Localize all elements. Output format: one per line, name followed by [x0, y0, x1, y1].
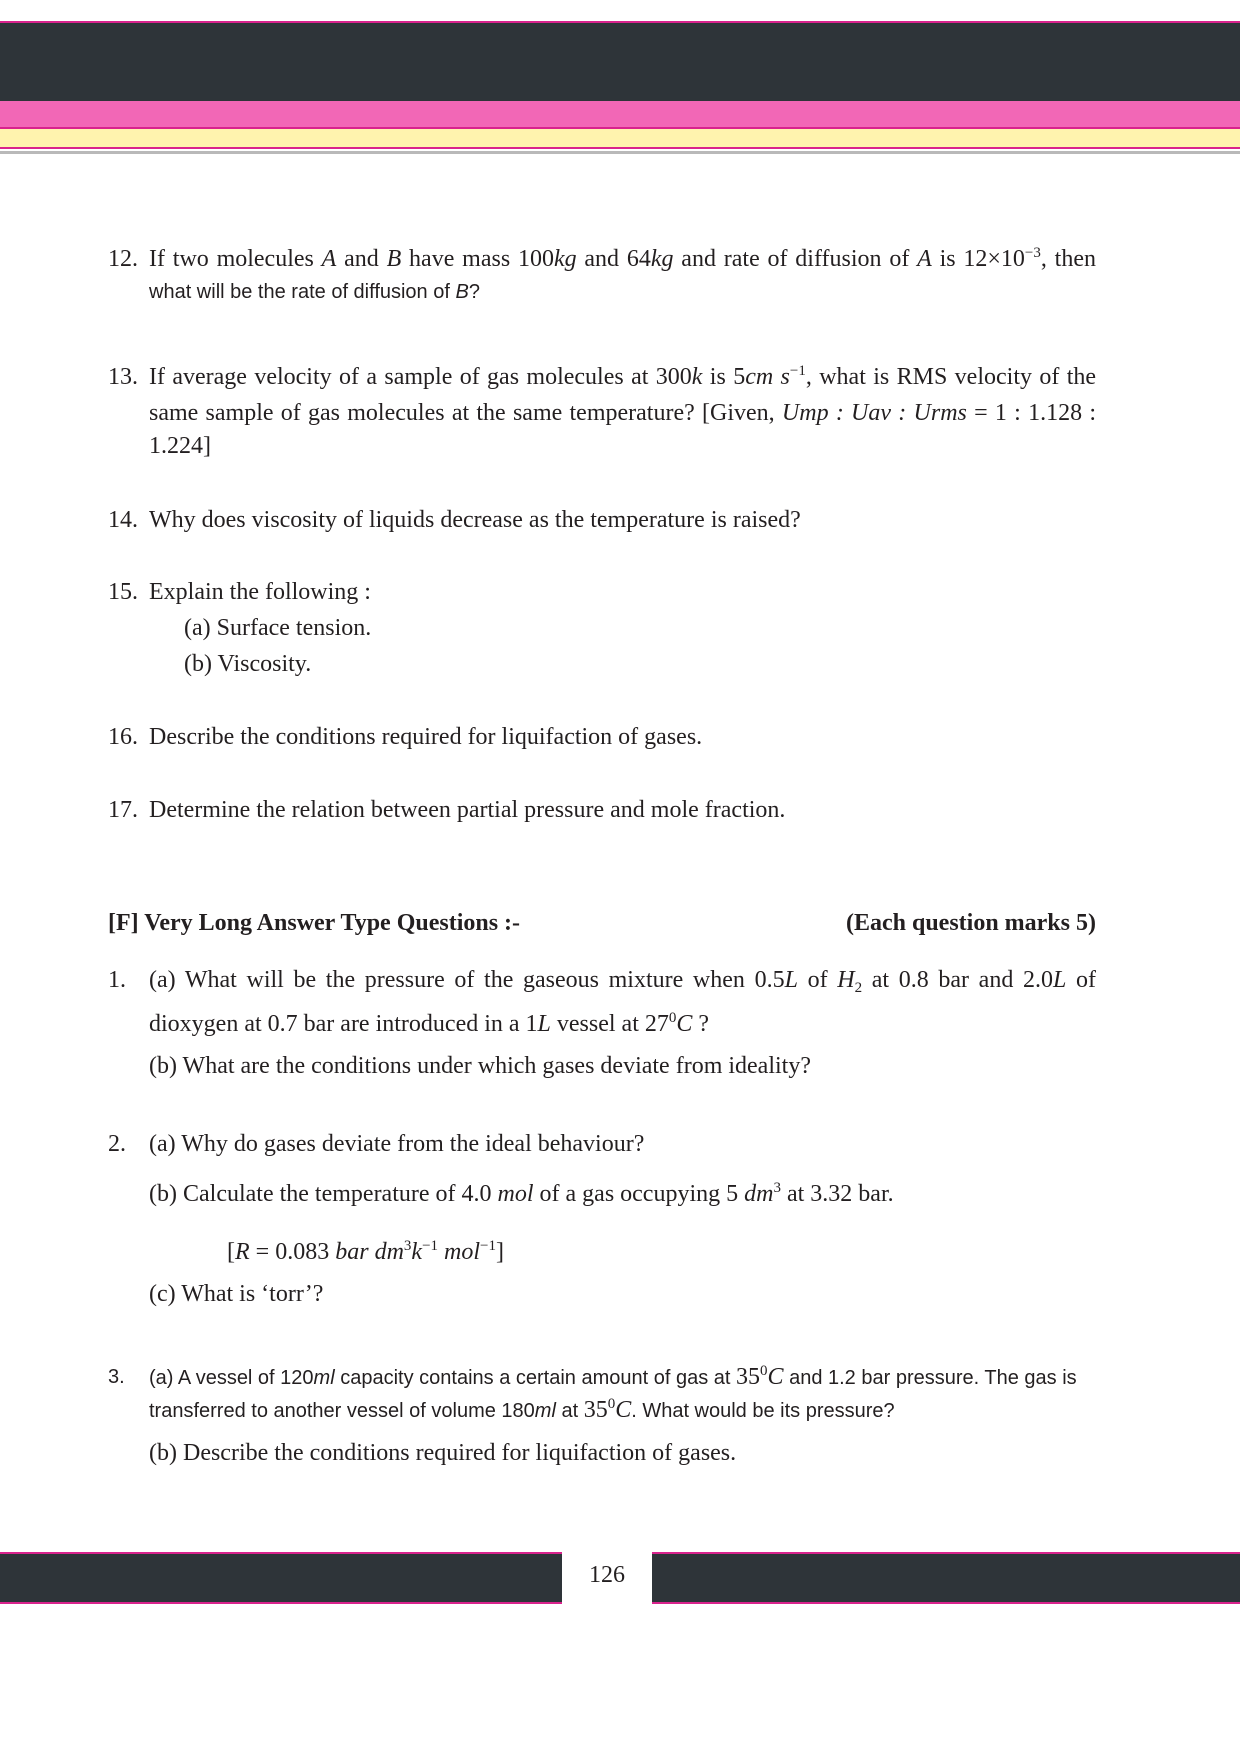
sub-question-c: (c) What is ‘torr’?: [149, 1281, 324, 1307]
header-yellow-band: [0, 129, 1240, 149]
question-number: 1.: [108, 967, 126, 993]
question-text-continued: what will be the rate of diffusion of B?: [149, 281, 480, 303]
question-number: 3.: [108, 1366, 125, 1388]
header-dark-band: [0, 21, 1240, 101]
long-question-3: [108, 1361, 1096, 1471]
gas-constant-formula: [R = 0.083 bar $dm^3k^{-1}$ mol$^{-1}$]: [227, 1238, 504, 1265]
sub-question-b: (b) What are the conditions under which gases deviate from ideality?: [149, 1053, 811, 1079]
question-15: [108, 574, 1096, 682]
question-17: [108, 792, 1096, 828]
sub-question-a-continued: transferred to another vessel of volume 180ml at $35^0C$. What would be its pressure?: [149, 1396, 895, 1423]
question-14: [108, 502, 1096, 538]
question-text: Describe the conditions required for liquifaction of gases.: [149, 724, 703, 750]
question-number: 15.: [108, 579, 138, 605]
question-text-line2: same sample of gas molecules at the same temperature? [Given, Ump : Uav : Urms = 1 : 1.128 :: [149, 400, 1096, 426]
section-title: [F] Very Long Answer Type Questions :-: [108, 910, 521, 936]
question-12: [108, 241, 1096, 307]
sub-question-a: (a) What will be the pressure of the gaseous mixture when 0.5L of $H_2$ at 0.8 bar and 2.0L of: [149, 967, 1096, 996]
question-number: 16.: [108, 724, 138, 750]
header-pink-band: [0, 101, 1240, 129]
sub-question-a: (a) A vessel of 120ml capacity contains a certain amount of gas at $35^0C$ and 1.2 bar pressure. The gas is: [149, 1363, 1077, 1390]
header-rule: [0, 151, 1240, 154]
long-question-2: [108, 1126, 1096, 1312]
question-13: [108, 359, 1096, 461]
sub-question-b: (b) Describe the conditions required for liquifaction of gases.: [149, 1440, 737, 1466]
question-number: 2.: [108, 1131, 126, 1157]
long-question-1: [108, 958, 1096, 1086]
question-text: Explain the following :: [149, 579, 371, 605]
question-text: If average velocity of a sample of gas molecules at 300k is 5cm $s^{-1}$, what is RMS velocity of the: [149, 363, 1097, 390]
section-marks: (Each question marks 5): [845, 910, 1096, 936]
question-text-line3: 1.224]: [149, 433, 211, 459]
sub-question-a: (a) Why do gases deviate from the ideal behaviour?: [149, 1131, 645, 1157]
sub-question-a-continued: dioxygen at 0.7 bar are introduced in a 1L vessel at $27^0C$ ?: [149, 1010, 710, 1037]
sub-question-a: (a) Surface tension.: [184, 615, 372, 641]
footer-band-right: [652, 1552, 1240, 1604]
section-heading: [108, 910, 1096, 937]
question-text: Determine the relation between partial pressure and mole fraction.: [149, 797, 786, 823]
question-number: 12.: [108, 246, 138, 272]
question-text: If two molecules A and B have mass 100kg and 64kg and rate of diffusion of A is $12\times 10^{-3}$, then: [149, 245, 1097, 272]
sub-question-b: (b) Viscosity.: [184, 651, 312, 677]
question-number: 14.: [108, 507, 138, 533]
question-number: 17.: [108, 797, 138, 823]
question-16: [108, 719, 1096, 755]
page-number: 126: [589, 1562, 625, 1588]
sub-question-b: (b) Calculate the temperature of 4.0 mol of a gas occupying 5 $dm^3$ at 3.32 bar.: [149, 1180, 894, 1207]
footer-band-left: [0, 1552, 562, 1604]
question-number: 13.: [108, 364, 138, 390]
question-text: Why does viscosity of liquids decrease as the temperature is raised?: [149, 507, 801, 533]
